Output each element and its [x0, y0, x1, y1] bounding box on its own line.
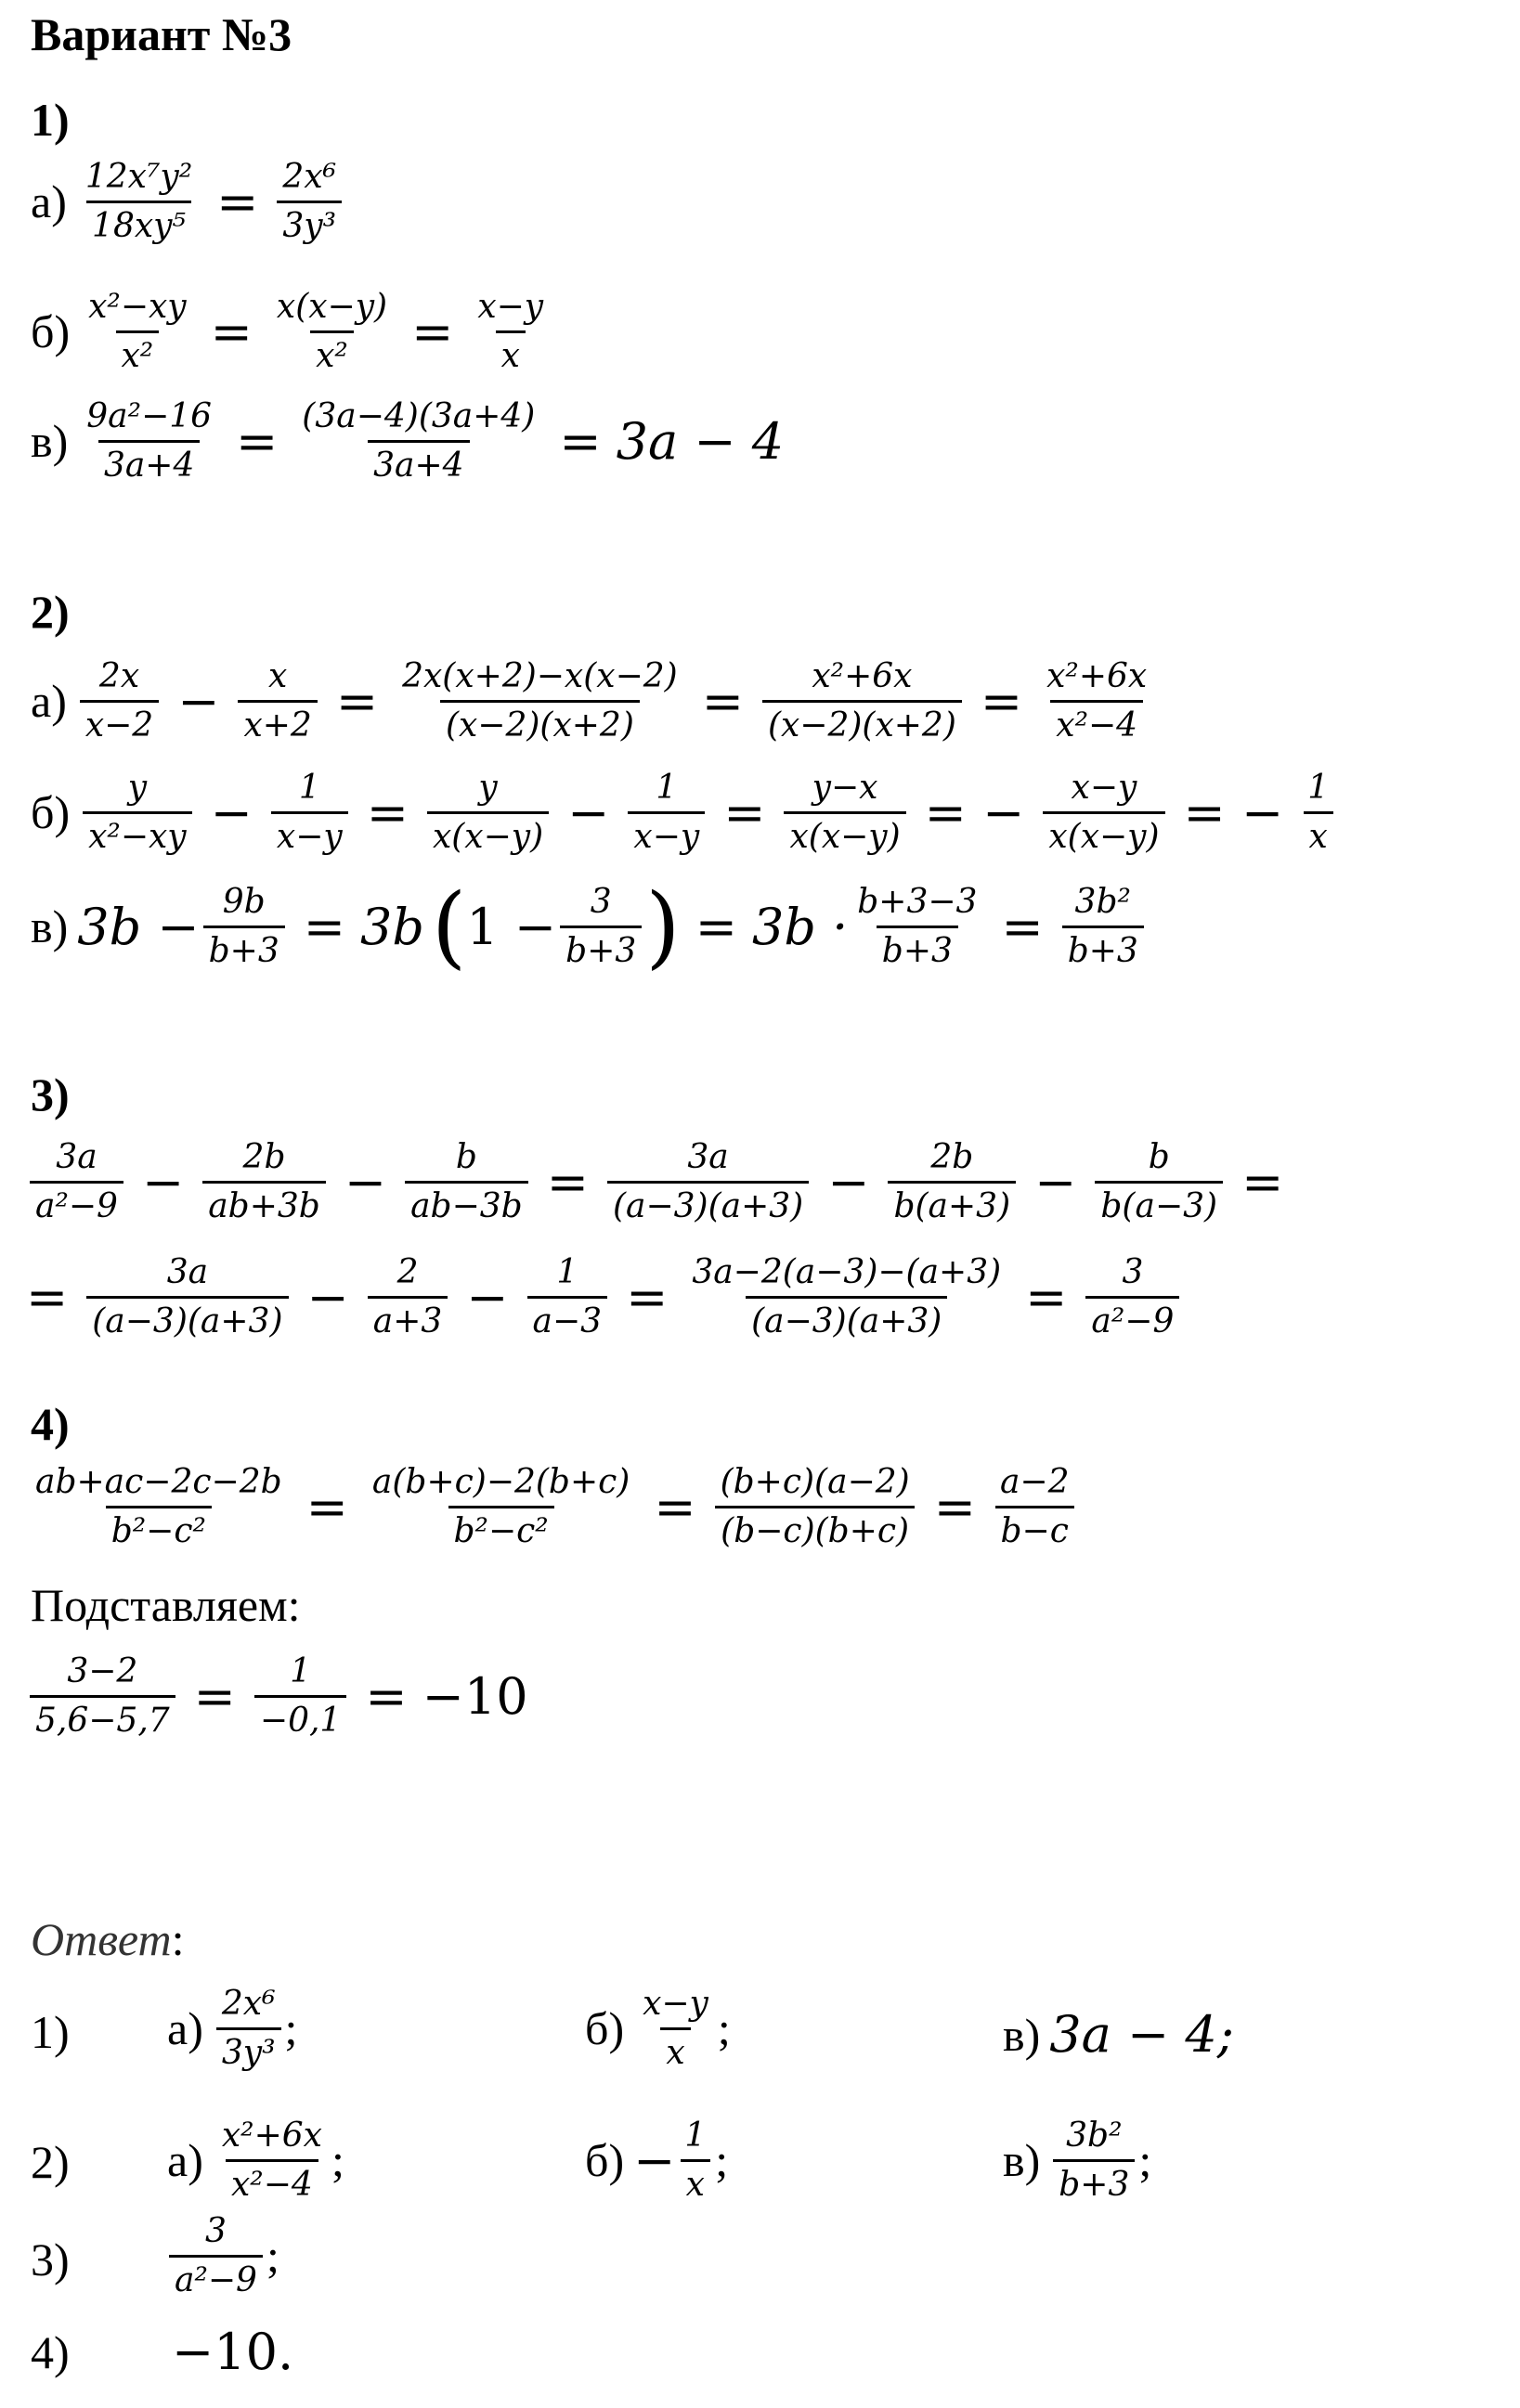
left-paren: ( [431, 874, 467, 978]
fraction [686, 1255, 1007, 1340]
answer-1c [1003, 2005, 1234, 2064]
answer-2c [1003, 2118, 1151, 2203]
equals-minus: = − [924, 783, 1025, 842]
fraction [405, 1140, 528, 1224]
numerator: 3 [205, 2212, 227, 2250]
minus: − [1034, 1152, 1077, 1211]
numerator: (b+c)(a−2) [720, 1463, 910, 1501]
fraction [80, 160, 198, 244]
numerator: 2x [98, 657, 140, 695]
term: 3b [359, 897, 424, 956]
page-title: Вариант №3 [31, 8, 292, 60]
numerator: 9a²−16 [86, 397, 213, 435]
numerator: 3−2 [67, 1652, 138, 1690]
numerator: a(b+c)−2(b+c) [371, 1463, 630, 1501]
denominator: (a−3)(a+3) [607, 1181, 809, 1224]
fraction [81, 399, 217, 484]
fraction [254, 1654, 346, 1739]
fraction [368, 1255, 448, 1340]
numerator: 3 [590, 882, 612, 921]
denominator: (a−3)(a+3) [746, 1296, 947, 1340]
numerator: 1 [556, 1253, 578, 1291]
fraction [238, 659, 317, 744]
equals: = [723, 783, 766, 842]
task2-b [31, 770, 1338, 855]
denominator: (x−2)(x+2) [762, 700, 962, 744]
equals: = [193, 1666, 236, 1726]
numerator: 9b [222, 882, 266, 921]
denominator: a−3 [527, 1296, 608, 1340]
numerator: 3a [56, 1138, 97, 1176]
fraction [83, 770, 192, 855]
denominator: ab−3b [405, 1181, 528, 1224]
denominator: b+3 [203, 926, 285, 969]
equals: = [26, 1267, 69, 1327]
numerator: 3b² [1066, 2117, 1123, 2155]
answer-2-num: 2) [31, 2136, 70, 2188]
equals-minus: = − [1183, 783, 1284, 842]
numerator: x²−xy [88, 288, 187, 326]
denominator: x² [116, 330, 160, 374]
equals: = [335, 671, 379, 731]
minus: − [344, 1152, 387, 1211]
denominator: b−c [995, 1506, 1074, 1549]
denominator: b+3 [1062, 926, 1144, 969]
numerator: 3b² [1074, 882, 1131, 921]
equals: = [366, 783, 409, 842]
numerator: 1 [298, 769, 320, 807]
numerator: b+3−3 [857, 882, 978, 921]
minus: − [633, 2130, 676, 2190]
item-label: в) [31, 900, 69, 952]
fraction [1043, 770, 1164, 855]
equals: = [305, 1477, 348, 1536]
denominator: 3a+4 [368, 440, 469, 484]
task1-b [31, 290, 552, 374]
result: −10 [422, 1666, 528, 1726]
numerator: 1 [1307, 769, 1330, 807]
result: 3a − 4 [616, 411, 785, 471]
item-label: а) [167, 2002, 203, 2055]
denominator: x(x−y) [1043, 811, 1164, 855]
denominator: 3y³ [277, 201, 342, 244]
task4-row1 [26, 1465, 1078, 1549]
denominator: a²−9 [30, 1181, 123, 1224]
fraction [80, 659, 159, 744]
task1-a [31, 160, 345, 244]
denominator: (x−2)(x+2) [440, 700, 640, 744]
numerator: (3a−4)(3a+4) [302, 397, 536, 435]
answer-2a [167, 2118, 344, 2203]
numerator: 2x(x+2)−x(x−2) [402, 657, 678, 695]
item-label: б) [31, 305, 71, 358]
numerator: y [127, 769, 148, 807]
fraction [271, 770, 348, 855]
numerator: b [1148, 1138, 1170, 1176]
denominator: x [660, 2027, 690, 2071]
semicolon: ; [331, 2134, 344, 2187]
item-label: а) [31, 675, 67, 728]
item-label: а) [167, 2134, 203, 2187]
fraction [762, 659, 962, 744]
semicolon: ; [1138, 2134, 1152, 2187]
numerator: 1 [290, 1652, 312, 1690]
answer-1a [167, 1987, 297, 2071]
denominator: a²−9 [1085, 1296, 1179, 1340]
fraction [216, 1987, 281, 2071]
right-paren: ) [645, 874, 681, 978]
answer-4-num: 4) [31, 2326, 70, 2378]
numerator: 3a [687, 1138, 729, 1176]
denominator: x [1304, 811, 1333, 855]
task1-header: 1) [31, 94, 70, 146]
answer-label: Ответ [31, 1913, 172, 1965]
semicolon: ; [266, 2230, 279, 2283]
term: 1 − [466, 897, 557, 956]
denominator: 5,6−5,7 [30, 1695, 175, 1739]
minus: − [466, 1267, 509, 1327]
numerator: 1 [684, 2117, 707, 2155]
numerator: x²+6x [812, 657, 913, 695]
denominator: a+3 [368, 1296, 448, 1340]
denominator: b²−c² [448, 1506, 554, 1549]
numerator: 2x⁶ [282, 158, 337, 196]
equals: = [559, 411, 602, 471]
denominator: x²−xy [83, 811, 192, 855]
numerator: x(x−y) [276, 288, 388, 326]
equals: = [365, 1666, 408, 1726]
numerator: 1 [656, 769, 678, 807]
fraction [888, 1140, 1016, 1224]
denominator: x(x−y) [427, 811, 549, 855]
numerator: x−y [643, 1985, 708, 2023]
item-label: в) [31, 415, 69, 468]
fraction [169, 2214, 263, 2298]
term: 3b · [751, 897, 849, 956]
denominator: b²−c² [106, 1506, 212, 1549]
numerator: x²+6x [221, 2117, 322, 2155]
equals: = [695, 897, 737, 956]
denominator: x−2 [80, 700, 159, 744]
fraction [86, 1255, 288, 1340]
numerator: 12x⁷y² [84, 158, 193, 196]
fraction [560, 882, 642, 970]
answer-1b [585, 1987, 731, 2071]
denominator: x−y [271, 811, 348, 855]
numerator: x−y [1071, 769, 1137, 807]
equals: = [1241, 1152, 1284, 1211]
semicolon: ; [715, 2134, 729, 2187]
fraction [83, 290, 192, 374]
denominator: x² [310, 330, 354, 374]
numerator: b [455, 1138, 477, 1176]
denominator: x [496, 330, 526, 374]
denominator: b(a−3) [1095, 1181, 1223, 1224]
task2-c [31, 874, 1148, 978]
equals: = [411, 302, 454, 361]
task2-a [31, 659, 1156, 744]
answer-2b [585, 2118, 728, 2203]
fraction [202, 1140, 326, 1224]
minus: − [210, 783, 253, 842]
fraction [784, 770, 905, 855]
task2-header: 2) [31, 586, 70, 638]
denominator: x+2 [238, 700, 317, 744]
denominator: ab+3b [202, 1181, 326, 1224]
numerator: 3a [166, 1253, 209, 1291]
fraction [628, 770, 705, 855]
numerator: 2 [396, 1253, 419, 1291]
fraction [30, 1465, 288, 1549]
numerator: 2x⁶ [221, 1985, 276, 2023]
numerator: 3a−2(a−3)−(a+3) [692, 1253, 1002, 1291]
denominator: b+3 [1053, 2159, 1135, 2203]
fraction [1041, 659, 1152, 744]
equals: = [626, 1267, 669, 1327]
term: 3b − [77, 897, 200, 956]
numerator: y−x [812, 769, 878, 807]
numerator: x [268, 657, 288, 695]
equals: = [980, 671, 1023, 731]
task4-header: 4) [31, 1398, 70, 1450]
denominator: (b−c)(b+c) [715, 1506, 915, 1549]
fraction [203, 882, 285, 970]
semicolon: ; [717, 2002, 731, 2055]
denominator: x²−4 [226, 2159, 318, 2203]
fraction [30, 1654, 175, 1739]
denominator: (a−3)(a+3) [86, 1296, 288, 1340]
denominator: x(x−y) [784, 811, 905, 855]
fraction [527, 1255, 608, 1340]
semicolon: ; [284, 2002, 298, 2055]
equals: = [654, 1477, 696, 1536]
equals: = [1001, 897, 1044, 956]
numerator: y [478, 769, 498, 807]
item-label: а) [31, 175, 67, 228]
item-label: б) [31, 786, 71, 839]
fraction [607, 1140, 809, 1224]
fraction [296, 399, 540, 484]
equals: = [933, 1477, 976, 1536]
denominator: 18xy⁵ [86, 201, 191, 244]
fraction [427, 770, 549, 855]
item-label: в) [1003, 2134, 1041, 2187]
equals: = [701, 671, 744, 731]
fraction [216, 2118, 328, 2203]
equals: = [546, 1152, 589, 1211]
task3-row1 [26, 1140, 1298, 1224]
denominator: a²−9 [169, 2255, 263, 2298]
equals: = [210, 302, 253, 361]
fraction [367, 1465, 635, 1549]
denominator: b(a+3) [888, 1181, 1016, 1224]
denominator: x²−4 [1050, 700, 1143, 744]
substitute-label: Подставляем: [31, 1579, 301, 1631]
fraction [715, 1465, 916, 1549]
task3-row2 [26, 1255, 1183, 1340]
numerator: x−y [477, 288, 544, 326]
item-label: б) [585, 2134, 625, 2187]
answer-3-num: 3) [31, 2233, 70, 2285]
numerator: a−2 [999, 1463, 1070, 1501]
fraction [637, 1987, 714, 2071]
minus: − [567, 783, 610, 842]
fraction [1053, 2118, 1135, 2203]
minus: − [141, 1152, 185, 1211]
fraction [1085, 1255, 1179, 1340]
denominator: 3a+4 [98, 440, 200, 484]
item-label: в) [1003, 2008, 1041, 2061]
answer-4-value: −10. [172, 2323, 294, 2381]
denominator: x−y [628, 811, 705, 855]
minus: − [306, 1267, 349, 1327]
fraction [1062, 882, 1144, 970]
numerator: ab+ac−2c−2b [35, 1463, 282, 1501]
denominator: −0,1 [254, 1695, 346, 1739]
denominator: x [681, 2159, 710, 2203]
denominator: b+3 [877, 926, 958, 969]
numerator: x²+6x [1046, 657, 1148, 695]
minus: − [827, 1152, 870, 1211]
item-label: б) [585, 2002, 625, 2055]
fraction [1302, 770, 1334, 855]
answer-heading [31, 1912, 184, 1966]
denominator: b+3 [560, 926, 642, 969]
fraction [679, 2118, 711, 2203]
task3-header: 3) [31, 1068, 70, 1120]
equals: = [216, 172, 259, 231]
equals: = [1025, 1267, 1068, 1327]
fraction [396, 659, 683, 744]
task4-row2 [26, 1654, 528, 1739]
minus: − [177, 671, 220, 731]
numerator: 3 [1122, 1253, 1144, 1291]
fraction [30, 1140, 123, 1224]
answer-colon: : [171, 1913, 185, 1965]
fraction [472, 290, 549, 374]
numerator: 2b [930, 1138, 974, 1176]
fraction [994, 1465, 1075, 1549]
fraction [851, 882, 982, 970]
fraction [271, 290, 393, 374]
equals: = [236, 411, 279, 471]
answer-3 [165, 2214, 279, 2298]
fraction [1095, 1140, 1223, 1224]
fraction [277, 160, 342, 244]
equals: = [303, 897, 345, 956]
denominator: 3y³ [216, 2027, 281, 2071]
value: 3a − 4; [1049, 2005, 1234, 2064]
answer-1-num: 1) [31, 2006, 70, 2058]
numerator: 2b [242, 1138, 286, 1176]
task1-c [31, 399, 784, 484]
